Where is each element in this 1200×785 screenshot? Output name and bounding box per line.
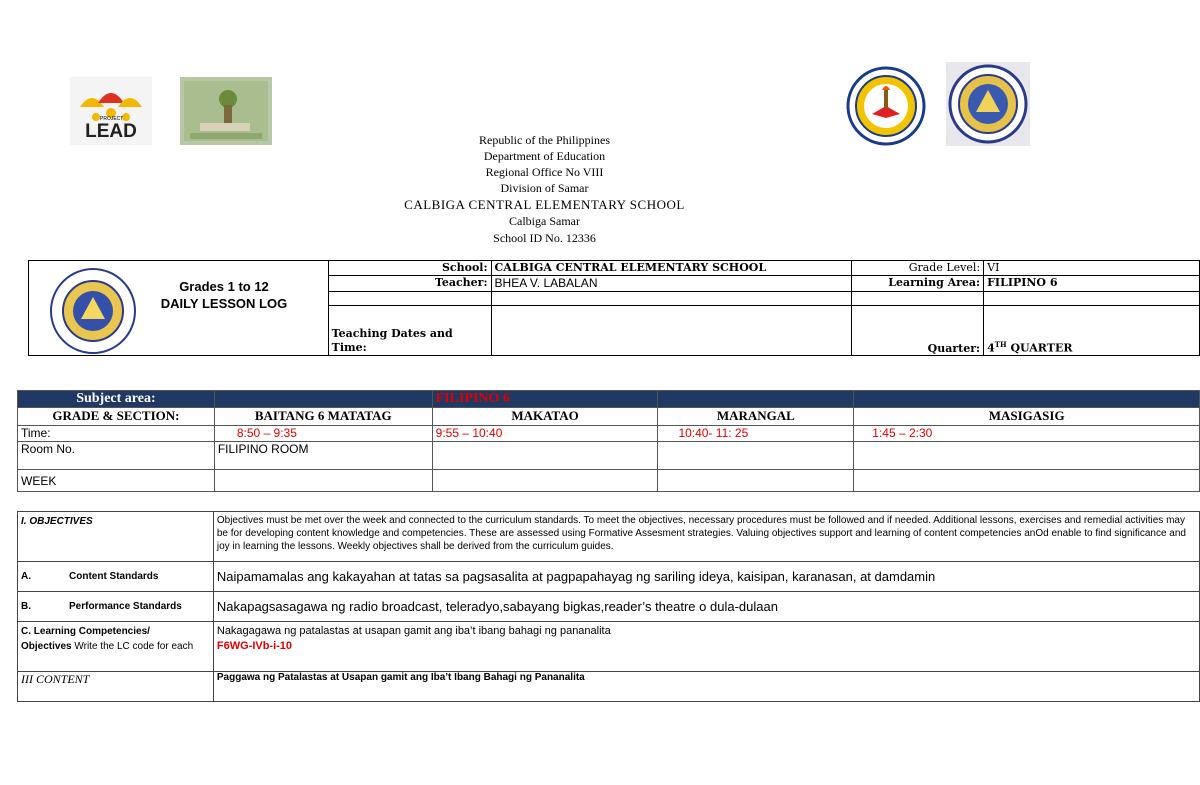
learning-area-value: FILIPINO 6	[984, 276, 1200, 292]
lead-small-text: PROJECT	[100, 116, 124, 122]
section-name: BAITANG 6 MATATAG	[214, 408, 432, 426]
learning-competencies-label: C. Learning Competencies/ Objectives Write the LC code for each	[18, 622, 214, 672]
learning-competencies-text: Nakagagawa ng patalastas at usapan gamit ang iba’t ibang bahagi ng pananalita F6WG-IVb-i-10	[213, 622, 1199, 672]
empty-cell	[328, 292, 491, 306]
grade-section-label: GRADE & SECTION:	[18, 408, 215, 426]
empty-cell	[491, 292, 852, 306]
empty-cell	[854, 442, 1200, 470]
section-name: MASIGASIG	[854, 408, 1200, 426]
dll-title-daily: DAILY LESSON LOG	[160, 296, 288, 311]
empty-cell	[854, 470, 1200, 492]
learning-area-label: Learning Area:	[852, 276, 984, 292]
quarter-value: 4TH QUARTER	[984, 306, 1200, 356]
objectives-text: Objectives must be met over the week and connected to the curriculum standards. To meet the objectives, necessary procedures must be followed and if needed. Additional lessons, exercises and remedial activities may be for developing content knowledge and competencies. These are assessed using Formative Assesment strategies. Valuing objectives support and learning of content competencies anOd enable to find significance and joy in learning the lessons. Weekly objectives shall be derived from the curriculum guides.	[213, 512, 1199, 562]
content-section-text: Paggawa ng Patalastas at Usapan gamit ang Iba’t Ibang Bahagi ng Pananalita	[213, 672, 1199, 702]
school-label: School:	[328, 261, 491, 276]
section-name: MARANGAL	[658, 408, 854, 426]
dll-logo-cell	[29, 261, 329, 356]
teacher-label: Teacher:	[328, 276, 491, 292]
header-division: Division of Samar	[500, 181, 589, 195]
dll-title-grades: Grades 1 to 12	[179, 279, 269, 294]
header-department: Department of Education	[483, 149, 606, 163]
empty-cell	[658, 470, 854, 492]
header-place: Calbiga Samar	[509, 214, 580, 228]
empty-cell	[852, 292, 984, 306]
room-value: FILIPINO ROOM	[214, 442, 432, 470]
lead-text: LEAD	[85, 121, 137, 142]
content-standards-label: A. Content Standards	[18, 562, 214, 592]
quarter-label: Quarter:	[852, 306, 984, 356]
week-label: WEEK	[18, 470, 215, 492]
grade-level-value: VI	[984, 261, 1200, 276]
header-school-name: CALBIGA CENTRAL ELEMENTARY SCHOOL	[404, 197, 685, 212]
empty-cell	[214, 391, 432, 408]
objectives-label: I. OBJECTIVES	[18, 512, 214, 562]
empty-cell	[658, 442, 854, 470]
content-standards-text: Naipamamalas ang kakayahan at tatas sa pagsasalita at pagpapahayag ng sariling ideya, kaisipan, karanasan, at damdamin	[213, 562, 1199, 592]
lc-code: F6WG-IVb-i-10	[216, 640, 293, 652]
time-value: 9:55 – 10:40	[432, 426, 658, 442]
performance-standards-label: B. Performance Standards	[18, 592, 214, 622]
empty-cell	[984, 292, 1200, 306]
header-school-id: School ID No. 12336	[493, 231, 596, 245]
school-value: CALBIGA CENTRAL ELEMENTARY SCHOOL	[491, 261, 852, 276]
time-value: 8:50 – 9:35	[214, 426, 432, 442]
kagawaran-seal	[49, 267, 137, 355]
section-name: MAKATAO	[432, 408, 658, 426]
empty-cell	[658, 391, 854, 408]
teaching-dates-label: Teaching Dates and Time:	[328, 306, 491, 356]
subject-area-value: FILIPINO 6	[432, 391, 658, 408]
time-value: 10:40- 11: 25	[658, 426, 854, 442]
subject-area-label: Subject area:	[18, 391, 215, 408]
dll-info-table	[28, 260, 1200, 356]
grade-level-label: Grade Level:	[852, 261, 984, 276]
header-republic: Republic of the Philippines	[479, 133, 610, 147]
performance-standards-text: Nakapagsasagawa ng radio broadcast, teleradyo,sabayang bigkas,reader’s theatre o dula-dulaan	[213, 592, 1199, 622]
teacher-value: BHEA V. LABALAN	[491, 276, 852, 292]
teaching-dates-value	[491, 306, 852, 356]
empty-cell	[432, 470, 658, 492]
header-region: Regional Office No VIII	[485, 165, 604, 179]
content-section-label: III CONTENT	[18, 672, 214, 702]
empty-cell	[214, 470, 432, 492]
time-value: 1:45 – 2:30	[854, 426, 1200, 442]
objectives-table	[17, 511, 1200, 702]
empty-cell	[854, 391, 1200, 408]
schedule-table	[17, 390, 1200, 492]
room-label: Room No.	[18, 442, 215, 470]
empty-cell	[432, 442, 658, 470]
time-label: Time:	[18, 426, 215, 442]
